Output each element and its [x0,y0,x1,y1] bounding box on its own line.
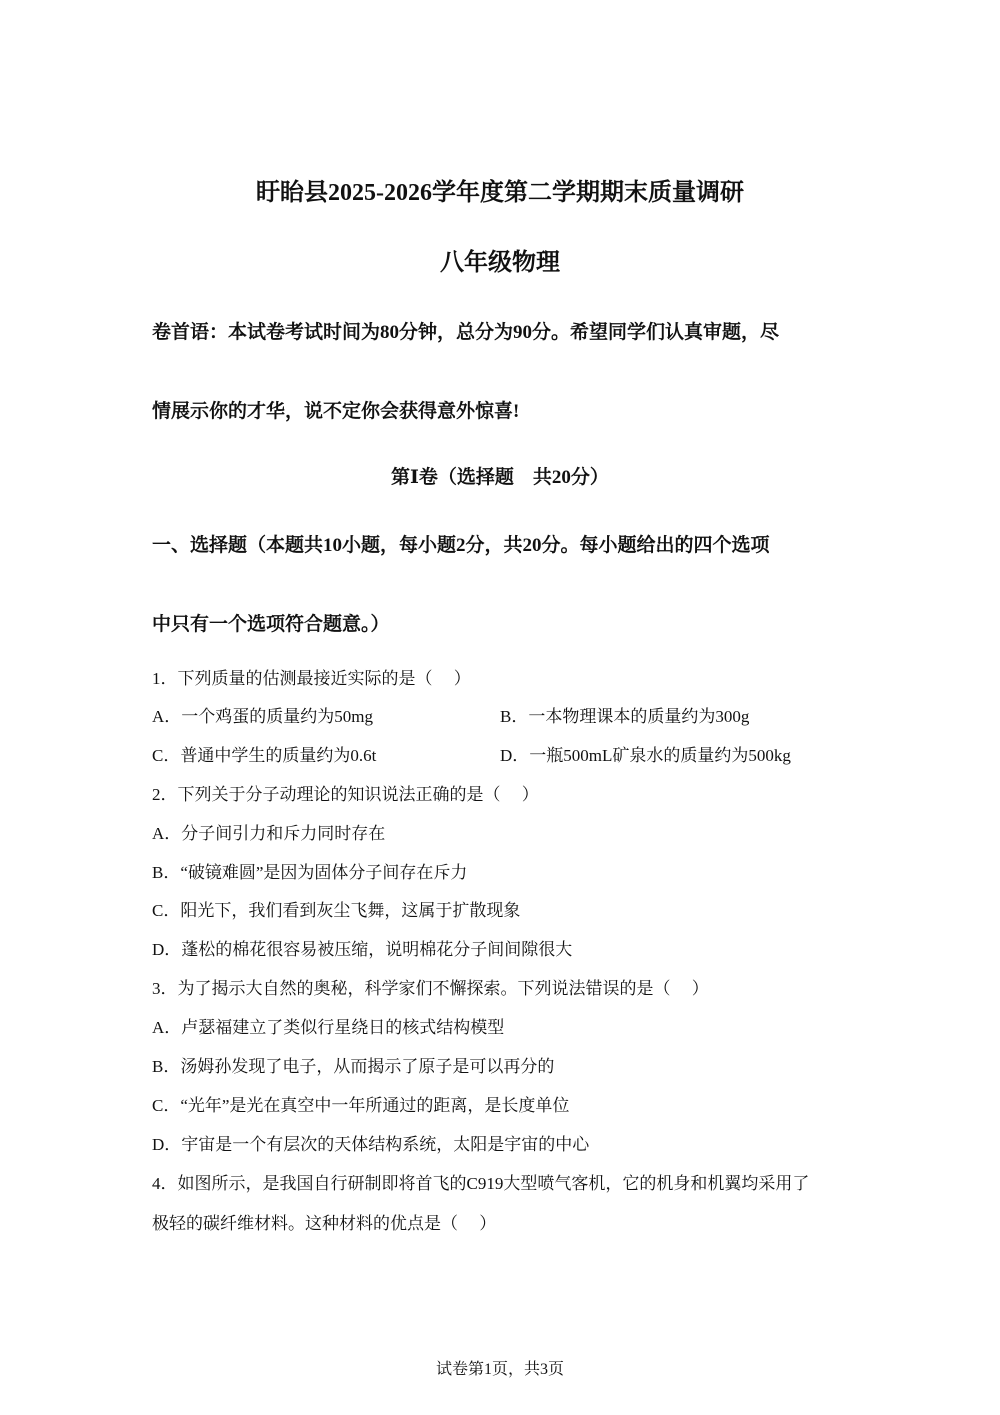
page-footer: 试卷第1页，共3页 [435,1361,564,1378]
question-1-option-c: C．普通中学生的质量约为0.6t [152,746,377,765]
exam-subtitle: 八年级物理 [440,250,560,276]
question-3-stem: 3．为了揭示大自然的奥秘，科学家们不懈探索。下列说法错误的是（ ） [152,979,709,998]
question-2-option-c: C．阳光下，我们看到灰尘飞舞，这属于扩散现象 [152,901,521,920]
question-2-option-a: A．分子间引力和斥力同时存在 [152,824,386,843]
question-1-stem: 1．下列质量的估测最接近实际的是（ ） [152,669,471,688]
question-3-option-b: B．汤姆孙发现了电子，从而揭示了原子是可以再分的 [152,1057,555,1076]
section-heading-line-2: 中只有一个选项符合题意。） [152,614,390,635]
question-4-stem-line-1: 4．如图所示，是我国自行研制即将首飞的C919大型喷气客机，它的机身和机翼均采用了 [152,1174,810,1193]
part-heading: 第Ⅰ卷（选择题 共20分） [391,467,609,488]
preface-line-2: 情展示你的才华，说不定你会获得意外惊喜! [152,401,520,422]
question-3-option-a: A．卢瑟福建立了类似行星绕日的核式结构模型 [152,1018,505,1037]
question-2-option-b: B．“破镜难圆”是因为固体分子间存在斥力 [152,863,468,882]
question-2-stem: 2．下列关于分子动理论的知识说法正确的是（ ） [152,785,539,804]
question-1-option-b: B．一本物理课本的质量约为300g [500,707,750,726]
section-heading-line-1: 一、选择题（本题共10小题，每小题2分，共20分。每小题给出的四个选项 [152,535,770,556]
exam-title: 盱眙县2025-2026学年度第二学期期末质量调研 [256,180,744,206]
question-1-option-d: D．一瓶500mL矿泉水的质量约为500kg [500,746,791,765]
question-3-option-c: C．“光年”是光在真空中一年所通过的距离，是长度单位 [152,1096,570,1115]
question-1-option-a: A．一个鸡蛋的质量约为50mg [152,707,373,726]
question-2-option-d: D．蓬松的棉花很容易被压缩，说明棉花分子间间隙很大 [152,940,573,959]
question-3-option-d: D．宇宙是一个有层次的天体结构系统，太阳是宇宙的中心 [152,1135,590,1154]
preface-line-1: 卷首语：本试卷考试时间为80分钟，总分为90分。希望同学们认真审题，尽 [152,322,780,343]
question-4-stem-line-2: 极轻的碳纤维材料。这种材料的优点是（ ） [152,1214,497,1233]
